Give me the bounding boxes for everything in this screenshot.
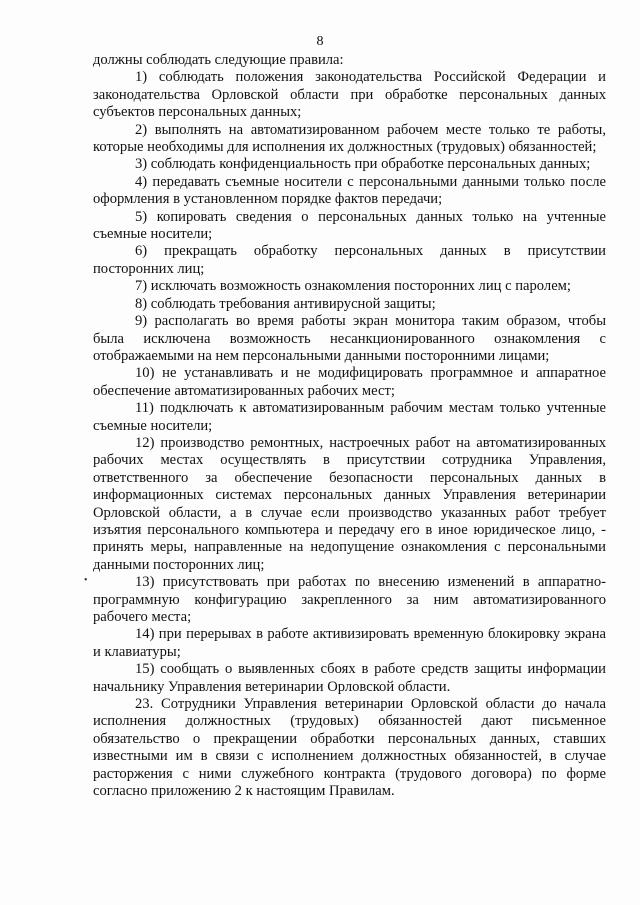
rule-14: 14) при перерывах в работе активизировать временную блокировку экрана и клавиатуры; [93,626,606,660]
clause-23: 23. Сотрудники Управления ветеринарии Орловской области до начала исполнения должностных (трудовых) обязанностей дают письменное обязательство о прекращении обработки персональных данных, ставших известными им в связи с исполнением должностных обязанностей, в случае расторжения с ними служебного контракта (трудового договора) по форме согласно приложению 2 к настоящим Правилам. [93,696,606,800]
rule-2: 2) выполнять на автоматизированном рабочем месте только те работы, которые необходимы для исполнения их должностных (трудовых) обязанностей; [93,121,606,156]
rule-10: 10) не устанавливать и не модифицировать программное и аппаратное обеспечение автоматизированных рабочих мест; [93,365,606,399]
rule-7: 7) исключать возможность ознакомления посторонних лиц с паролем; [135,278,571,295]
intro-line: должны соблюдать следующие правила: [93,52,344,68]
rule-11: 11) подключать к автоматизированным рабочим местам только учтенные съемные носители; [93,400,606,434]
rule-4: 4) передавать съемные носители с персональными данными только после оформления в установленном порядке фактов передачи; [93,173,606,208]
rule-5: 5) копировать сведения о персональных данных только на учтенные съемные носители; [93,208,606,243]
scan-mark: • [84,575,88,586]
rule-13: 13) присутствовать при работах по внесению изменений в аппаратно-программную конфигурацию закрепленного за ним автоматизированного рабочего места; [93,574,606,625]
document-body [93,52,606,800]
page-number: 8 [316,34,324,49]
rule-15: 15) сообщать о выявленных сбоях в работе средств защиты информации начальнику Управления ветеринарии Орловской области. [93,661,606,695]
rule-6: 6) прекращать обработку персональных данных в присутствии посторонних лиц; [93,243,606,277]
rule-12: 12) производство ремонтных, настроечных работ на автоматизированных рабочих местах осуществлять в присутствии сотрудника Управления, ответственного за обеспечение безопасности персональных данных в информационных системах персональных данных Управления ветеринарии Орловской области, а в случае если производство указанных работ требует изъятия персонального компьютера и передачу его в иное юридическое лицо, - принять меры, направленные на недопущение ознакомления с персональными данными посторонних лиц; [93,434,606,573]
rule-8: 8) соблюдать требования антивирусной защиты; [135,295,436,312]
rule-9: 9) располагать во время работы экран монитора таким образом, чтобы была исключена возможность несанкционированного ознакомления с отображаемыми на нем персональными данными посторонними лицами; [93,313,606,364]
rule-3: 3) соблюдать конфиденциальность при обработке персональных данных; [135,156,591,173]
rule-1: 1) соблюдать положения законодательства Российской Федерации и законодательства Орловской области при обработке персональных данных субъектов персональных данных; [93,69,606,121]
